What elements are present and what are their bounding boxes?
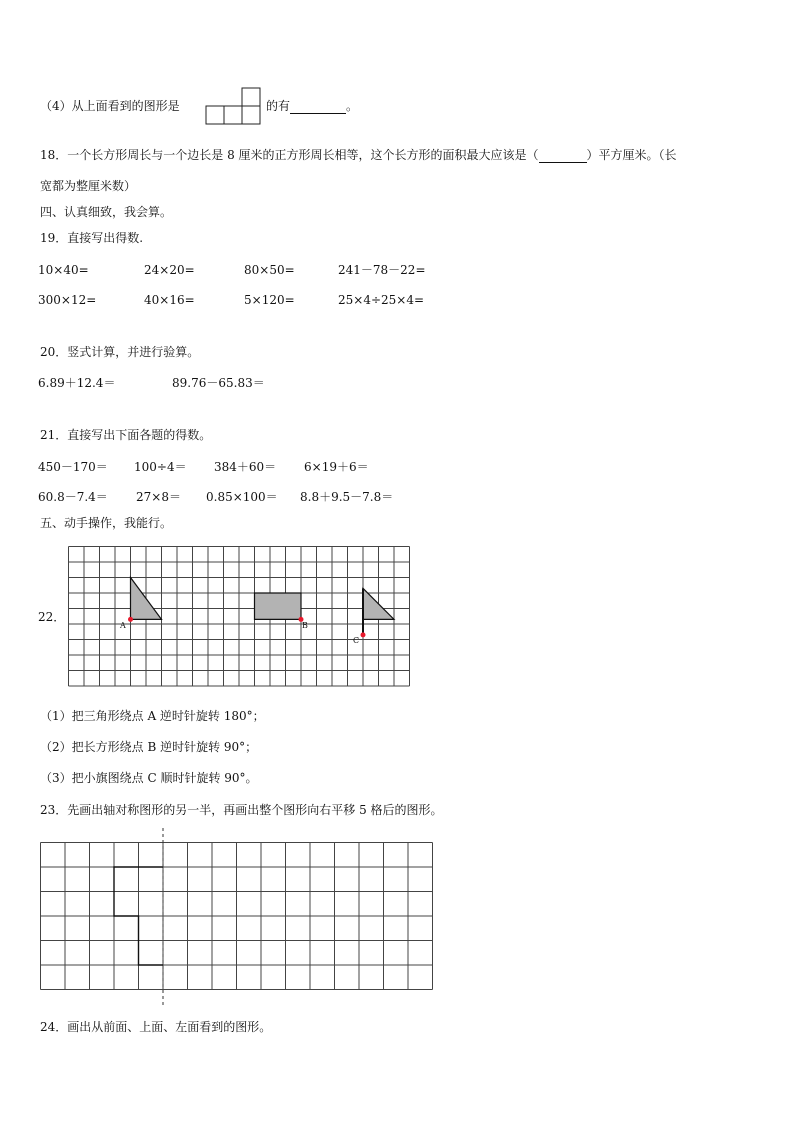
q18-text-b: ）平方厘米。（长 <box>586 148 677 162</box>
section5-heading: 五、动手操作，我能行。 <box>40 516 173 530</box>
q19-r1c3: 80×50= <box>244 263 295 277</box>
q20-item2: 89.76－65.83＝ <box>172 376 265 390</box>
q21-r2c2: 27×8＝ <box>136 490 181 504</box>
q22-task3: （3）把小旗图绕点 C 顺时针旋转 90°。 <box>40 771 258 785</box>
point-c-label: C <box>353 636 360 645</box>
q20-title: 20．竖式计算，并进行验算。 <box>40 345 200 359</box>
q18-line1 <box>40 147 677 163</box>
q22-task1: （1）把三角形绕点 A 逆时针旋转 180°； <box>40 709 265 723</box>
q21-r1c1: 450－170＝ <box>38 460 108 474</box>
point-c <box>361 632 366 637</box>
q23-grid-cells <box>41 843 433 990</box>
q21-r2c3: 0.85×100＝ <box>206 490 278 504</box>
section4-heading: 四、认真细致，我会算。 <box>40 205 173 219</box>
q18-text-a: 18．一个长方形周长与一个边长是 8 厘米的正方形周长相等，这个长方形的面积最大应该是（ <box>40 148 539 162</box>
rectangle-shape <box>255 593 302 619</box>
q19-r2c3: 5×120= <box>244 293 295 307</box>
q17-4-line <box>40 98 180 114</box>
q18-line2: 宽都为整厘米数） <box>40 179 137 193</box>
q19-r1c4: 241－78－22= <box>338 263 426 277</box>
q23-grid[interactable] <box>40 828 434 1008</box>
q18-answer-blank[interactable] <box>539 148 587 163</box>
top-view-figure <box>205 87 265 127</box>
q19-title: 19．直接写出得数. <box>40 231 144 245</box>
q21-r1c2: 100÷4＝ <box>134 460 187 474</box>
q24-title: 24．画出从前面、上面、左面看到的图形。 <box>40 1020 272 1034</box>
q21-r1c4: 6×19＋6＝ <box>304 460 369 474</box>
point-a-label: A <box>120 621 126 630</box>
q19-r2c2: 40×16= <box>144 293 195 307</box>
q23-title: 23．先画出轴对称图形的另一半，再画出整个图形向右平移 5 格后的图形。 <box>40 803 443 817</box>
q21-r2c4: 8.8＋9.5－7.8＝ <box>300 490 394 504</box>
point-b-label: B <box>302 621 308 630</box>
q17-4-end: 。 <box>346 99 359 113</box>
q19-r2c4: 25×4÷25×4= <box>338 293 425 307</box>
q21-r2c1: 60.8－7.4＝ <box>38 490 108 504</box>
q17-4-answer-blank[interactable] <box>290 99 346 114</box>
q22-number: 22． <box>38 610 66 624</box>
point-a <box>128 617 133 622</box>
q20-item1: 6.89＋12.4＝ <box>38 376 116 390</box>
q19-r1c2: 24×20= <box>144 263 195 277</box>
q21-title: 21．直接写出下面各题的得数。 <box>40 428 212 442</box>
q22-task2: （2）把长方形绕点 B 逆时针旋转 90°； <box>40 740 258 754</box>
q17-4-tail <box>266 98 358 114</box>
q17-4-suffix: 的有 <box>266 99 291 113</box>
q21-r1c3: 384＋60＝ <box>214 460 277 474</box>
q19-r2c1: 300×12= <box>38 293 97 307</box>
q17-4-prefix: （4）从上面看到的图形是 <box>40 99 180 113</box>
q19-r1c1: 10×40= <box>38 263 89 277</box>
